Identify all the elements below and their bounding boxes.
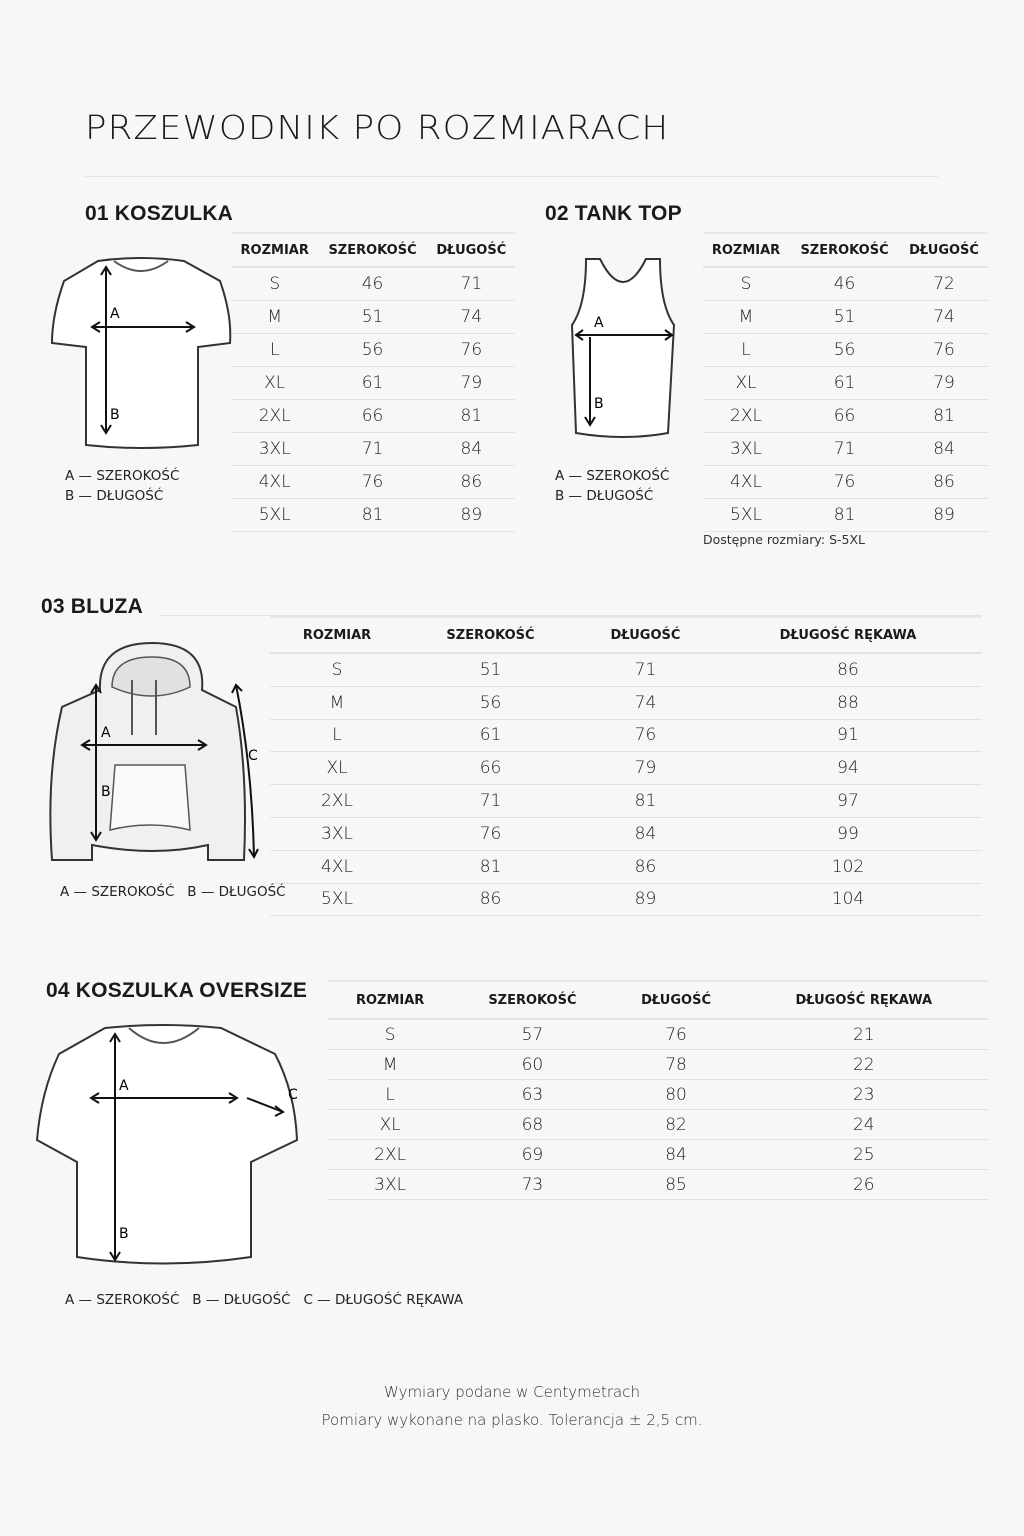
column-header: ROZMIAR [703,233,789,267]
size-cell: 4XL [232,466,317,499]
measurement-cell: 46 [789,267,900,301]
measurement-cell: 76 [577,719,714,752]
marker-c: C [248,748,258,764]
size-cell: XL [232,367,317,400]
table-row [703,433,988,466]
marker-a: A [110,306,120,322]
size-cell: XL [703,367,789,400]
measurement-cell: 63 [452,1080,612,1110]
column-header: SZEROKOŚĆ [404,617,577,653]
size-cell: 5XL [232,499,317,532]
column-header: DŁUGOŚĆ [428,233,515,267]
table-row [270,719,982,752]
table-row [703,499,988,532]
measurement-cell: 81 [404,850,577,883]
measurement-cell: 23 [740,1080,988,1110]
legend [65,466,179,506]
measurement-cell: 61 [789,367,900,400]
tank-top-icon [568,255,678,445]
legend: A — SZEROKOŚĆ B — DŁUGOŚĆ [60,884,286,900]
legend-b: B — DŁUGOŚĆ [555,488,654,504]
measurement-cell: 94 [714,752,982,785]
measurement-cell: 71 [404,785,577,818]
tshirt-icon [48,255,234,455]
measurement-cell: 56 [404,686,577,719]
table-row [232,499,515,532]
measurement-cell: 79 [428,367,515,400]
table-row [270,785,982,818]
measurement-cell: 21 [740,1019,988,1050]
marker-b: B [119,1226,129,1242]
column-header: SZEROKOŚĆ [789,233,900,267]
size-cell: M [703,301,789,334]
measurement-cell: 51 [404,653,577,686]
size-cell: M [270,686,404,719]
measurement-cell: 99 [714,817,982,850]
table-row [270,752,982,785]
measurement-cell: 81 [789,499,900,532]
size-cell: 3XL [328,1170,452,1200]
measurement-cell: 72 [900,267,988,301]
measurement-cell: 25 [740,1140,988,1170]
size-table-koszulka-oversize [328,980,988,1200]
marker-a: A [594,315,604,331]
measurement-cell: 74 [577,686,714,719]
hoodie-icon [40,635,270,870]
size-cell: 4XL [270,850,404,883]
table-row [703,334,988,367]
size-cell: L [270,719,404,752]
measurement-cell: 46 [317,267,427,301]
measurement-cell: 56 [789,334,900,367]
marker-b: B [110,407,120,423]
measurement-cell: 71 [577,653,714,686]
size-cell: L [703,334,789,367]
table-row [232,267,515,301]
legend-a: A — SZEROKOŚĆ [555,468,670,484]
measurement-cell: 61 [317,367,427,400]
size-cell: S [232,267,317,301]
size-cell: L [328,1080,452,1110]
measurement-cell: 84 [900,433,988,466]
measurement-cell: 88 [714,686,982,719]
measurement-cell: 86 [900,466,988,499]
table-row [232,433,515,466]
measurement-cell: 76 [613,1019,740,1050]
table-row [703,367,988,400]
measurement-cell: 82 [613,1110,740,1140]
column-header: DŁUGOŚĆ [900,233,988,267]
measurement-cell: 66 [317,400,427,433]
marker-b: B [594,396,604,412]
measurement-cell: 73 [452,1170,612,1200]
size-cell: 3XL [270,817,404,850]
measurement-cell: 89 [900,499,988,532]
table-row [232,400,515,433]
section-title-koszulka-oversize: 04 KOSZULKA OVERSIZE [46,979,308,1002]
marker-c: C [288,1087,298,1103]
column-header: SZEROKOŚĆ [317,233,427,267]
measurement-cell: 86 [577,850,714,883]
section-title-tank-top: 02 TANK TOP [545,202,682,225]
legend-a: A — SZEROKOŚĆ [65,468,180,484]
size-cell: 5XL [270,883,404,916]
footer [0,1378,1024,1434]
size-cell: M [328,1050,452,1080]
measurement-cell: 22 [740,1050,988,1080]
size-cell: S [328,1019,452,1050]
measurement-cell: 57 [452,1019,612,1050]
measurement-cell: 84 [577,817,714,850]
table-row [232,301,515,334]
measurement-cell: 51 [789,301,900,334]
table-row [270,850,982,883]
column-header: DŁUGOŚĆ [577,617,714,653]
measurement-cell: 68 [452,1110,612,1140]
size-cell: 3XL [703,433,789,466]
table-row [270,686,982,719]
measurement-cell: 85 [613,1170,740,1200]
measurement-cell: 86 [428,466,515,499]
column-header: ROZMIAR [328,981,452,1019]
available-sizes-note: Dostępne rozmiary: S-5XL [703,532,866,547]
table-row [703,400,988,433]
measurement-cell: 76 [404,817,577,850]
size-cell: L [232,334,317,367]
table-row [328,1140,988,1170]
size-table-koszulka [232,232,515,532]
marker-a: A [101,725,111,741]
measurement-cell: 61 [404,719,577,752]
table-header-row [328,981,988,1019]
size-cell: S [703,267,789,301]
size-cell: 4XL [703,466,789,499]
measurement-cell: 79 [577,752,714,785]
measurement-cell: 66 [404,752,577,785]
measurement-cell: 91 [714,719,982,752]
measurement-cell: 81 [317,499,427,532]
section-title-bluza: 03 BLUZA [41,595,143,618]
divider [85,176,938,177]
table-row [328,1170,988,1200]
measurement-cell: 76 [789,466,900,499]
measurement-cell: 74 [900,301,988,334]
size-cell: 2XL [232,400,317,433]
table-row [703,301,988,334]
footer-tolerance: Pomiary wykonane na plasko. Tolerancja ± 2,5 cm. [321,1411,703,1429]
measurement-cell: 71 [428,267,515,301]
table-row [703,466,988,499]
table-row [232,466,515,499]
column-header: ROZMIAR [270,617,404,653]
column-header: SZEROKOŚĆ [452,981,612,1019]
measurement-cell: 51 [317,301,427,334]
measurement-cell: 104 [714,883,982,916]
measurement-cell: 26 [740,1170,988,1200]
size-cell: 2XL [270,785,404,818]
column-header: ROZMIAR [232,233,317,267]
table-header-row [232,233,515,267]
size-cell: 5XL [703,499,789,532]
size-cell: XL [270,752,404,785]
page-title: PRZEWODNIK PO ROZMIARACH [85,108,670,147]
size-cell: XL [328,1110,452,1140]
table-row [270,817,982,850]
measurement-cell: 78 [613,1050,740,1080]
measurement-cell: 80 [613,1080,740,1110]
measurement-cell: 81 [900,400,988,433]
footer-units: Wymiary podane w Centymetrach [384,1383,640,1401]
size-cell: M [232,301,317,334]
section-title-koszulka: 01 KOSZULKA [85,202,234,225]
column-header: DŁUGOŚĆ RĘKAWA [740,981,988,1019]
size-cell: 2XL [703,400,789,433]
measurement-cell: 84 [428,433,515,466]
measurement-cell: 81 [577,785,714,818]
column-header: DŁUGOŚĆ RĘKAWA [714,617,982,653]
marker-b: B [101,784,111,800]
measurement-cell: 71 [789,433,900,466]
measurement-cell: 89 [428,499,515,532]
measurement-cell: 71 [317,433,427,466]
measurement-cell: 66 [789,400,900,433]
table-row [328,1019,988,1050]
table-row [328,1050,988,1080]
table-row [703,267,988,301]
table-row [270,653,982,686]
measurement-cell: 56 [317,334,427,367]
legend-b: B — DŁUGOŚĆ [65,488,164,504]
size-cell: S [270,653,404,686]
table-row [328,1110,988,1140]
measurement-cell: 76 [428,334,515,367]
measurement-cell: 24 [740,1110,988,1140]
legend: A — SZEROKOŚĆ B — DŁUGOŚĆ C — DŁUGOŚĆ RĘKAWA [65,1292,464,1308]
marker-a: A [119,1078,129,1094]
measurement-cell: 76 [900,334,988,367]
measurement-cell: 102 [714,850,982,883]
measurement-cell: 79 [900,367,988,400]
size-cell: 2XL [328,1140,452,1170]
table-row [232,367,515,400]
legend [555,466,669,506]
measurement-cell: 89 [577,883,714,916]
size-table-tank-top [703,232,988,532]
measurement-cell: 60 [452,1050,612,1080]
table-row [270,883,982,916]
size-cell: 3XL [232,433,317,466]
table-row [328,1080,988,1110]
measurement-cell: 74 [428,301,515,334]
column-header: DŁUGOŚĆ [613,981,740,1019]
oversize-tshirt-icon [33,1022,308,1277]
measurement-cell: 76 [317,466,427,499]
table-header-row [703,233,988,267]
measurement-cell: 69 [452,1140,612,1170]
measurement-cell: 81 [428,400,515,433]
table-row [232,334,515,367]
measurement-cell: 84 [613,1140,740,1170]
measurement-cell: 97 [714,785,982,818]
table-header-row [270,617,982,653]
measurement-cell: 86 [404,883,577,916]
size-table-bluza [270,616,982,916]
measurement-cell: 86 [714,653,982,686]
